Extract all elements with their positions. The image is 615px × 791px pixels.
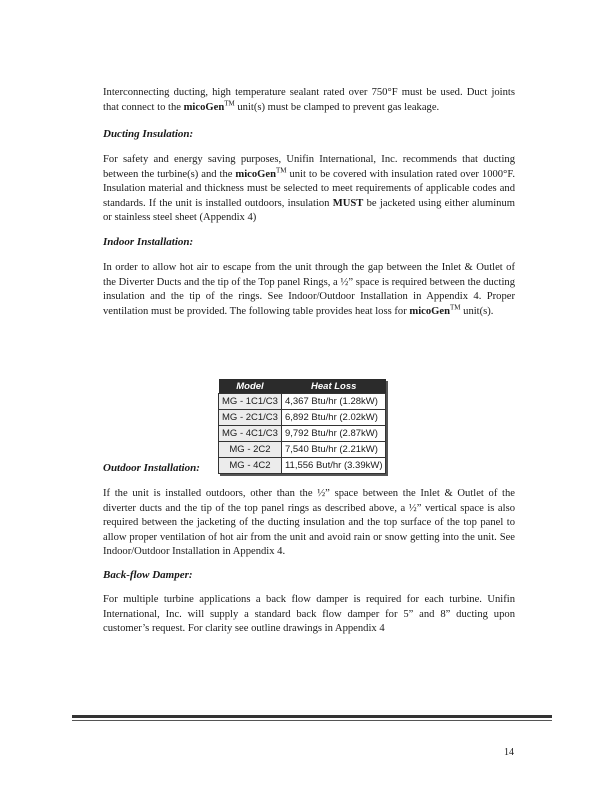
table-row	[219, 410, 386, 426]
heat-loss-cell: 7,540 Btu/hr (2.21kW)	[281, 442, 386, 458]
trademark-mark: TM	[276, 166, 287, 175]
heat-loss-cell: 9,792 Btu/hr (2.87kW)	[281, 426, 386, 442]
table-row	[219, 442, 386, 458]
outdoor-installation-heading: Outdoor Installation:	[103, 462, 200, 474]
table-row	[219, 394, 386, 410]
model-cell: MG - 4C2	[219, 458, 282, 474]
heat-loss-cell: 4,367 Btu/hr (1.28kW)	[281, 394, 386, 410]
table-row	[219, 426, 386, 442]
heat-loss-cell: 11,556 But/hr (3.39kW)	[281, 458, 386, 474]
brand-name: micoGen	[183, 101, 225, 113]
heat-loss-column-header: Heat Loss	[281, 379, 386, 394]
model-cell: MG - 2C1/C3	[219, 410, 282, 426]
must-emphasis: MUST	[332, 197, 364, 209]
brand-name: micoGen	[409, 305, 450, 317]
table-header-row	[219, 379, 386, 394]
backflow-damper-heading: Back-flow Damper:	[103, 569, 193, 581]
indoor-installation-paragraph: In order to allow hot air to escape from the unit through the gap between the Inlet & Outlet of the Diverter Ducts and the tip of the Top panel Rings, a ½” space is required between the ducting insulation and the tip of the rings. See Indoor/Outdoor Installation in Appendix 4. Proper ventilation must be provided. The following table provides heat loss for micoGen™ unit(s).	[103, 262, 515, 317]
page-number: 14	[504, 747, 514, 758]
ducting-insulation-heading: Ducting Insulation:	[103, 128, 194, 140]
ducting-sealant-paragraph: Interconnecting ducting, high temperature sealant rated over 750°F must be used. Duct joints that connect to the micoGen™ unit(s) must be clamped to prevent gas leakage.	[103, 87, 515, 113]
model-cell: MG - 4C1/C3	[219, 426, 282, 442]
trademark-mark: TM	[450, 303, 461, 312]
brand-name: micoGen	[235, 168, 277, 180]
ducting-insulation-paragraph: For safety and energy saving purposes, Unifin International, Inc. recommends that ducting between the turbine(s) and the micoGen™ unit to be covered with insulation rated over 1000°F. Insulation material and thickness must be selected to meet requirements of applicable codes and standards. If the unit is installed outdoors, insulation MUST be jacketed using either aluminum or stainless steel sheet (Appendix 4)	[103, 154, 516, 224]
footer-rule-thin	[72, 720, 552, 721]
model-cell: MG - 2C2	[219, 442, 282, 458]
trademark-mark: TM	[224, 99, 235, 108]
footer-rule	[72, 715, 552, 718]
heat-loss-cell: 6,892 Btu/hr (2.02kW)	[281, 410, 386, 426]
indoor-installation-heading: Indoor Installation:	[103, 236, 194, 248]
model-cell: MG - 1C1/C3	[219, 394, 282, 410]
table-row	[219, 458, 386, 474]
outdoor-installation-paragraph: If the unit is installed outdoors, other than the ½” space between the Inlet & Outlet of the diverter ducts and the tip of the top panel rings as described above, a ½” vertical space is also required between the jacketing of the ducting insulation and the top surface of the top panel to allow proper ventilation of hot air from the unit and avoid rain or snow getting into the unit. See Indoor/Outdoor Installation in Appendix 4.	[103, 488, 515, 558]
model-column-header: Model	[219, 379, 282, 394]
backflow-damper-paragraph: For multiple turbine applications a back flow damper is required for each turbine. Unifin International, Inc. will supply a standard back flow damper for 5” and 8” ducting upon customer’s request. For clarity see outline drawings in Appendix 4	[103, 594, 515, 635]
heat-loss-table	[218, 379, 386, 474]
